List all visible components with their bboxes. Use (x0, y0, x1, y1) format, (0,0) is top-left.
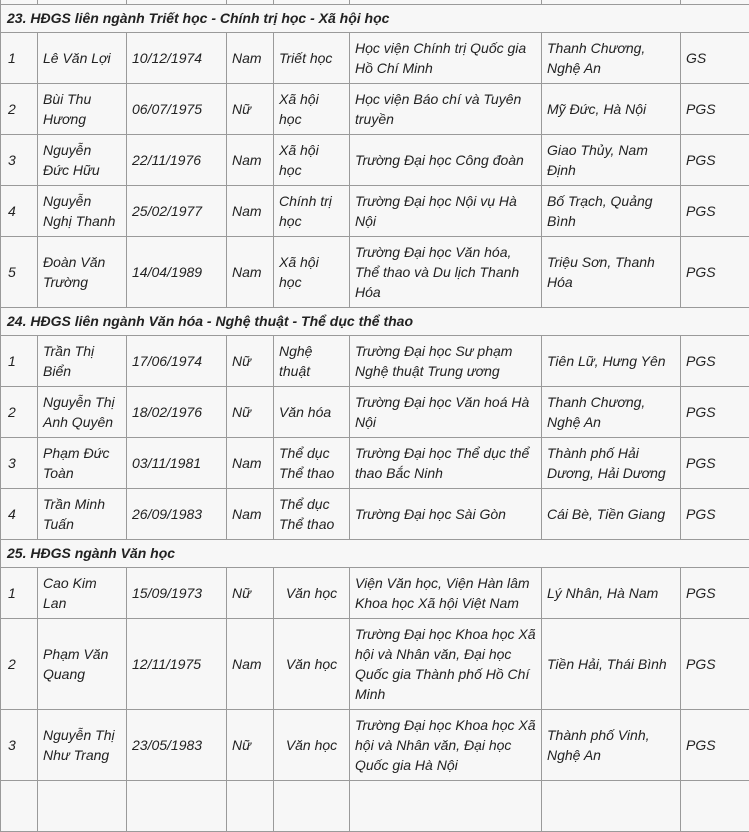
table-row (1, 387, 749, 438)
section-header-row (1, 5, 749, 33)
title-cell: PGS (681, 336, 749, 387)
full-name-cell: Bùi Thu Hương (38, 84, 127, 135)
full-name-cell: Nguyễn Thị Anh Quyên (38, 387, 127, 438)
title-cell: PGS (681, 710, 749, 781)
index-cell: 1 (1, 568, 38, 619)
full-name-cell: Trần Minh Tuấn (38, 489, 127, 540)
title-cell: PGS (681, 186, 749, 237)
index-cell: 3 (1, 135, 38, 186)
hometown-cell: Thành phố Vinh, Nghệ An (542, 710, 681, 781)
gender-cell: Nữ (227, 84, 274, 135)
index-cell: 4 (1, 186, 38, 237)
institution-cell: Trường Đại học Sài Gòn (350, 489, 542, 540)
index-cell: 1 (1, 33, 38, 84)
title-cell: PGS (681, 135, 749, 186)
hometown-cell: Thanh Chương, Nghệ An (542, 33, 681, 84)
institution-cell: Trường Đại học Văn hoá Hà Nội (350, 387, 542, 438)
index-cell: 5 (1, 237, 38, 308)
institution-cell: Trường Đại học Thể dục thể thao Bắc Ninh (350, 438, 542, 489)
full-name-cell: Phạm Văn Quang (38, 619, 127, 710)
birth-date-cell: 26/09/1983 (127, 489, 227, 540)
gender-cell: Nữ (227, 710, 274, 781)
hometown-cell: Lý Nhân, Hà Nam (542, 568, 681, 619)
table-row (1, 135, 749, 186)
table-row (1, 237, 749, 308)
institution-cell: Viện Văn học, Viện Hàn lâm Khoa học Xã hội Việt Nam (350, 568, 542, 619)
birth-date-cell: 22/11/1976 (127, 135, 227, 186)
index-cell: 2 (1, 84, 38, 135)
institution-cell: Học viện Chính trị Quốc gia Hồ Chí Minh (350, 33, 542, 84)
field-cell: Văn học (274, 710, 350, 781)
field-cell: Xã hội học (274, 135, 350, 186)
field-cell: Chính trị học (274, 186, 350, 237)
index-cell: 4 (1, 489, 38, 540)
hometown-cell: Mỹ Đức, Hà Nội (542, 84, 681, 135)
gender-cell: Nam (227, 33, 274, 84)
field-cell: Thể dục Thể thao (274, 438, 350, 489)
field-cell: Văn học (274, 619, 350, 710)
institution-cell: Học viện Báo chí và Tuyên truyền (350, 84, 542, 135)
table-row (1, 781, 749, 832)
birth-date-cell: 14/04/1989 (127, 237, 227, 308)
index-cell: 3 (1, 438, 38, 489)
hometown-cell: Tiền Hải, Thái Bình (542, 619, 681, 710)
full-name-cell: Nguyễn Nghị Thanh (38, 186, 127, 237)
hometown-cell: Triệu Sơn, Thanh Hóa (542, 237, 681, 308)
birth-date-cell: 10/12/1974 (127, 33, 227, 84)
hometown-cell: Tiên Lữ, Hưng Yên (542, 336, 681, 387)
section-header-row (1, 308, 749, 336)
gender-cell: Nam (227, 135, 274, 186)
birth-date-cell: 23/05/1983 (127, 710, 227, 781)
field-cell: Văn học (274, 568, 350, 619)
hometown-cell: Bố Trạch, Quảng Bình (542, 186, 681, 237)
gender-cell: Nữ (227, 568, 274, 619)
title-cell: PGS (681, 568, 749, 619)
birth-date-cell: 17/06/1974 (127, 336, 227, 387)
birth-date-cell: 06/07/1975 (127, 84, 227, 135)
birth-date-cell: 18/02/1976 (127, 387, 227, 438)
table-row (1, 619, 749, 710)
title-cell: PGS (681, 619, 749, 710)
field-cell: Xã hội học (274, 237, 350, 308)
index-cell: 3 (1, 710, 38, 781)
table-row (1, 33, 749, 84)
gender-cell: Nữ (227, 336, 274, 387)
gender-cell: Nam (227, 186, 274, 237)
title-cell: PGS (681, 489, 749, 540)
birth-date-cell: 15/09/1973 (127, 568, 227, 619)
gender-cell: Nam (227, 237, 274, 308)
section-title: 24. HĐGS liên ngành Văn hóa - Nghệ thuật - Thể dục thể thao (1, 308, 749, 336)
table-row (1, 84, 749, 135)
index-cell: 1 (1, 336, 38, 387)
full-name-cell: Đoàn Văn Trường (38, 237, 127, 308)
full-name-cell: Cao Kim Lan (38, 568, 127, 619)
section-title: 25. HĐGS ngành Văn học (1, 540, 749, 568)
institution-cell: Trường Đại học Nội vụ Hà Nội (350, 186, 542, 237)
full-name-cell: Trần Thị Biển (38, 336, 127, 387)
title-cell: GS (681, 33, 749, 84)
table-row (1, 438, 749, 489)
hometown-cell: Thành phố Hải Dương, Hải Dương (542, 438, 681, 489)
gender-cell: Nam (227, 489, 274, 540)
gender-cell: Nam (227, 619, 274, 710)
section-title: 23. HĐGS liên ngành Triết học - Chính trị học - Xã hội học (1, 5, 749, 33)
birth-date-cell: 25/02/1977 (127, 186, 227, 237)
index-cell: 2 (1, 387, 38, 438)
institution-cell: Trường Đại học Sư phạm Nghệ thuật Trung ương (350, 336, 542, 387)
field-cell: Triết học (274, 33, 350, 84)
institution-cell: Trường Đại học Khoa học Xã hội và Nhân văn, Đại học Quốc gia Thành phố Hồ Chí Minh (350, 619, 542, 710)
field-cell: Nghệ thuật (274, 336, 350, 387)
hometown-cell: Giao Thủy, Nam Định (542, 135, 681, 186)
section-header-row (1, 540, 749, 568)
institution-cell: Trường Đại học Văn hóa, Thể thao và Du lịch Thanh Hóa (350, 237, 542, 308)
table-row (1, 336, 749, 387)
field-cell: Thể dục Thể thao (274, 489, 350, 540)
table-row (1, 710, 749, 781)
gender-cell: Nam (227, 438, 274, 489)
institution-cell: Trường Đại học Khoa học Xã hội và Nhân văn, Đại học Quốc gia Hà Nội (350, 710, 542, 781)
full-name-cell: Phạm Đức Toàn (38, 438, 127, 489)
index-cell: 2 (1, 619, 38, 710)
birth-date-cell: 12/11/1975 (127, 619, 227, 710)
institution-cell: Trường Đại học Công đoàn (350, 135, 542, 186)
table-row (1, 568, 749, 619)
title-cell: PGS (681, 438, 749, 489)
title-cell: PGS (681, 237, 749, 308)
full-name-cell: Nguyễn Đức Hữu (38, 135, 127, 186)
full-name-cell: Nguyễn Thị Như Trang (38, 710, 127, 781)
field-cell: Văn hóa (274, 387, 350, 438)
hometown-cell: Cái Bè, Tiền Giang (542, 489, 681, 540)
field-cell: Xã hội học (274, 84, 350, 135)
hometown-cell: Thanh Chương, Nghệ An (542, 387, 681, 438)
table-row (1, 489, 749, 540)
title-cell: PGS (681, 84, 749, 135)
birth-date-cell: 03/11/1981 (127, 438, 227, 489)
title-cell: PGS (681, 387, 749, 438)
gender-cell: Nữ (227, 387, 274, 438)
full-name-cell: Lê Văn Lợi (38, 33, 127, 84)
table-row (1, 186, 749, 237)
